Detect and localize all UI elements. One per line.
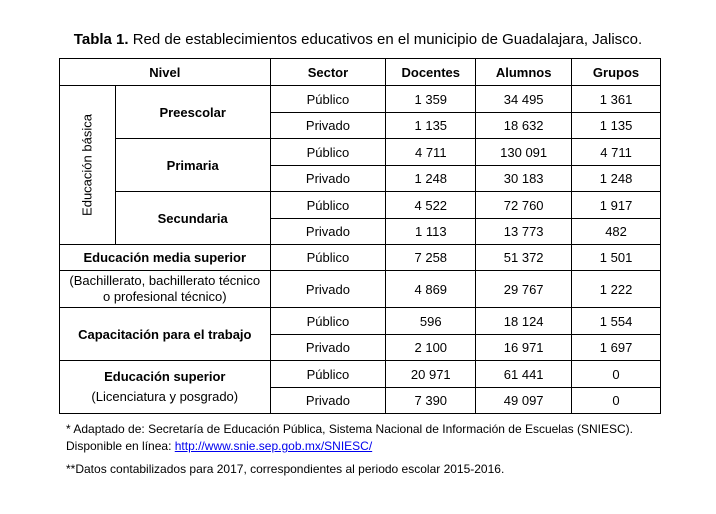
alumnos-cell: 34 495 xyxy=(476,86,572,113)
header-sector: Sector xyxy=(270,59,386,86)
sector-cell: Privado xyxy=(270,335,386,361)
table-caption xyxy=(0,31,716,48)
grupos-cell: 1 697 xyxy=(572,335,661,361)
docentes-cell: 4 711 xyxy=(386,139,476,166)
footnote-data xyxy=(66,461,504,478)
grupos-cell: 0 xyxy=(572,361,661,388)
media-superior-description xyxy=(60,271,271,308)
alumnos-cell: 18 124 xyxy=(476,308,572,335)
grupos-cell: 1 248 xyxy=(572,166,661,192)
sector-cell: Privado xyxy=(270,219,386,245)
media-superior-sub2: o profesional técnico) xyxy=(102,289,227,304)
grupos-cell: 4 711 xyxy=(572,139,661,166)
sector-cell: Público xyxy=(270,139,386,166)
alumnos-cell: 13 773 xyxy=(476,219,572,245)
sector-cell: Público xyxy=(270,361,386,388)
table-row xyxy=(60,139,661,166)
capacitacion-label: Capacitación para el trabajo xyxy=(60,308,271,361)
alumnos-cell: 130 091 xyxy=(476,139,572,166)
sector-cell: Privado xyxy=(270,166,386,192)
docentes-cell: 1 359 xyxy=(386,86,476,113)
preescolar-label: Preescolar xyxy=(115,86,270,139)
alumnos-cell: 51 372 xyxy=(476,245,572,271)
basica-label: Educación básica xyxy=(79,114,95,216)
table-row xyxy=(60,308,661,335)
docentes-cell: 1 135 xyxy=(386,113,476,139)
basica-group-cell xyxy=(60,86,116,245)
primaria-label: Primaria xyxy=(115,139,270,192)
docentes-cell: 1 248 xyxy=(386,166,476,192)
table-row xyxy=(60,192,661,219)
table-row xyxy=(60,86,661,113)
grupos-cell: 1 361 xyxy=(572,86,661,113)
footnote-source xyxy=(66,421,656,438)
media-superior-label: Educación media superior xyxy=(60,245,271,271)
footnote-data-text: **Datos contabilizados para 2017, correspondientes al periodo escolar 2015-2016. xyxy=(66,462,505,476)
header-row xyxy=(60,59,661,86)
media-superior-sub1: (Bachillerato, bachillerato técnico xyxy=(69,273,261,288)
docentes-cell: 596 xyxy=(386,308,476,335)
footnote-online-label: Disponible en línea: xyxy=(66,439,172,453)
table-row xyxy=(60,361,661,388)
education-table xyxy=(59,58,661,414)
alumnos-cell: 49 097 xyxy=(476,388,572,414)
header-alumnos: Alumnos xyxy=(476,59,572,86)
alumnos-cell: 30 183 xyxy=(476,166,572,192)
sector-cell: Público xyxy=(270,86,386,113)
alumnos-cell: 29 767 xyxy=(476,271,572,308)
docentes-cell: 20 971 xyxy=(386,361,476,388)
footnote-source-text: * Adaptado de: Secretaría de Educación Pública, Sistema Nacional de Información de Escuelas (SNIESC). xyxy=(66,422,633,436)
grupos-cell: 482 xyxy=(572,219,661,245)
grupos-cell: 1 917 xyxy=(572,192,661,219)
docentes-cell: 7 390 xyxy=(386,388,476,414)
sector-cell: Público xyxy=(270,308,386,335)
grupos-cell: 1 501 xyxy=(572,245,661,271)
header-nivel: Nivel xyxy=(60,59,271,86)
grupos-cell: 1 554 xyxy=(572,308,661,335)
docentes-cell: 7 258 xyxy=(386,245,476,271)
alumnos-cell: 72 760 xyxy=(476,192,572,219)
source-link[interactable]: http://www.snie.sep.gob.mx/SNIESC/ xyxy=(174,439,373,453)
grupos-cell: 1 222 xyxy=(572,271,661,308)
sector-cell: Privado xyxy=(270,388,386,414)
sector-cell: Público xyxy=(270,245,386,271)
superior-cell xyxy=(60,361,271,414)
sector-cell: Privado xyxy=(270,271,386,308)
alumnos-cell: 18 632 xyxy=(476,113,572,139)
grupos-cell: 0 xyxy=(572,388,661,414)
superior-sub: (Licenciatura y posgrado) xyxy=(91,389,239,404)
docentes-cell: 4 522 xyxy=(386,192,476,219)
alumnos-cell: 16 971 xyxy=(476,335,572,361)
sector-cell: Público xyxy=(270,192,386,219)
header-grupos: Grupos xyxy=(572,59,661,86)
secundaria-label: Secundaria xyxy=(115,192,270,245)
alumnos-cell: 61 441 xyxy=(476,361,572,388)
docentes-cell: 2 100 xyxy=(386,335,476,361)
superior-label: Educación superior xyxy=(104,369,226,384)
caption-label: Tabla 1. xyxy=(73,31,129,48)
table-row xyxy=(60,271,661,308)
docentes-cell: 4 869 xyxy=(386,271,476,308)
docentes-cell: 1 113 xyxy=(386,219,476,245)
table-row xyxy=(60,245,661,271)
caption-text: Red de establecimientos educativos en el municipio de Guadalajara, Jalisco. xyxy=(132,31,643,48)
grupos-cell: 1 135 xyxy=(572,113,661,139)
header-docentes: Docentes xyxy=(386,59,476,86)
footnote-online xyxy=(66,438,372,455)
sector-cell: Privado xyxy=(270,113,386,139)
